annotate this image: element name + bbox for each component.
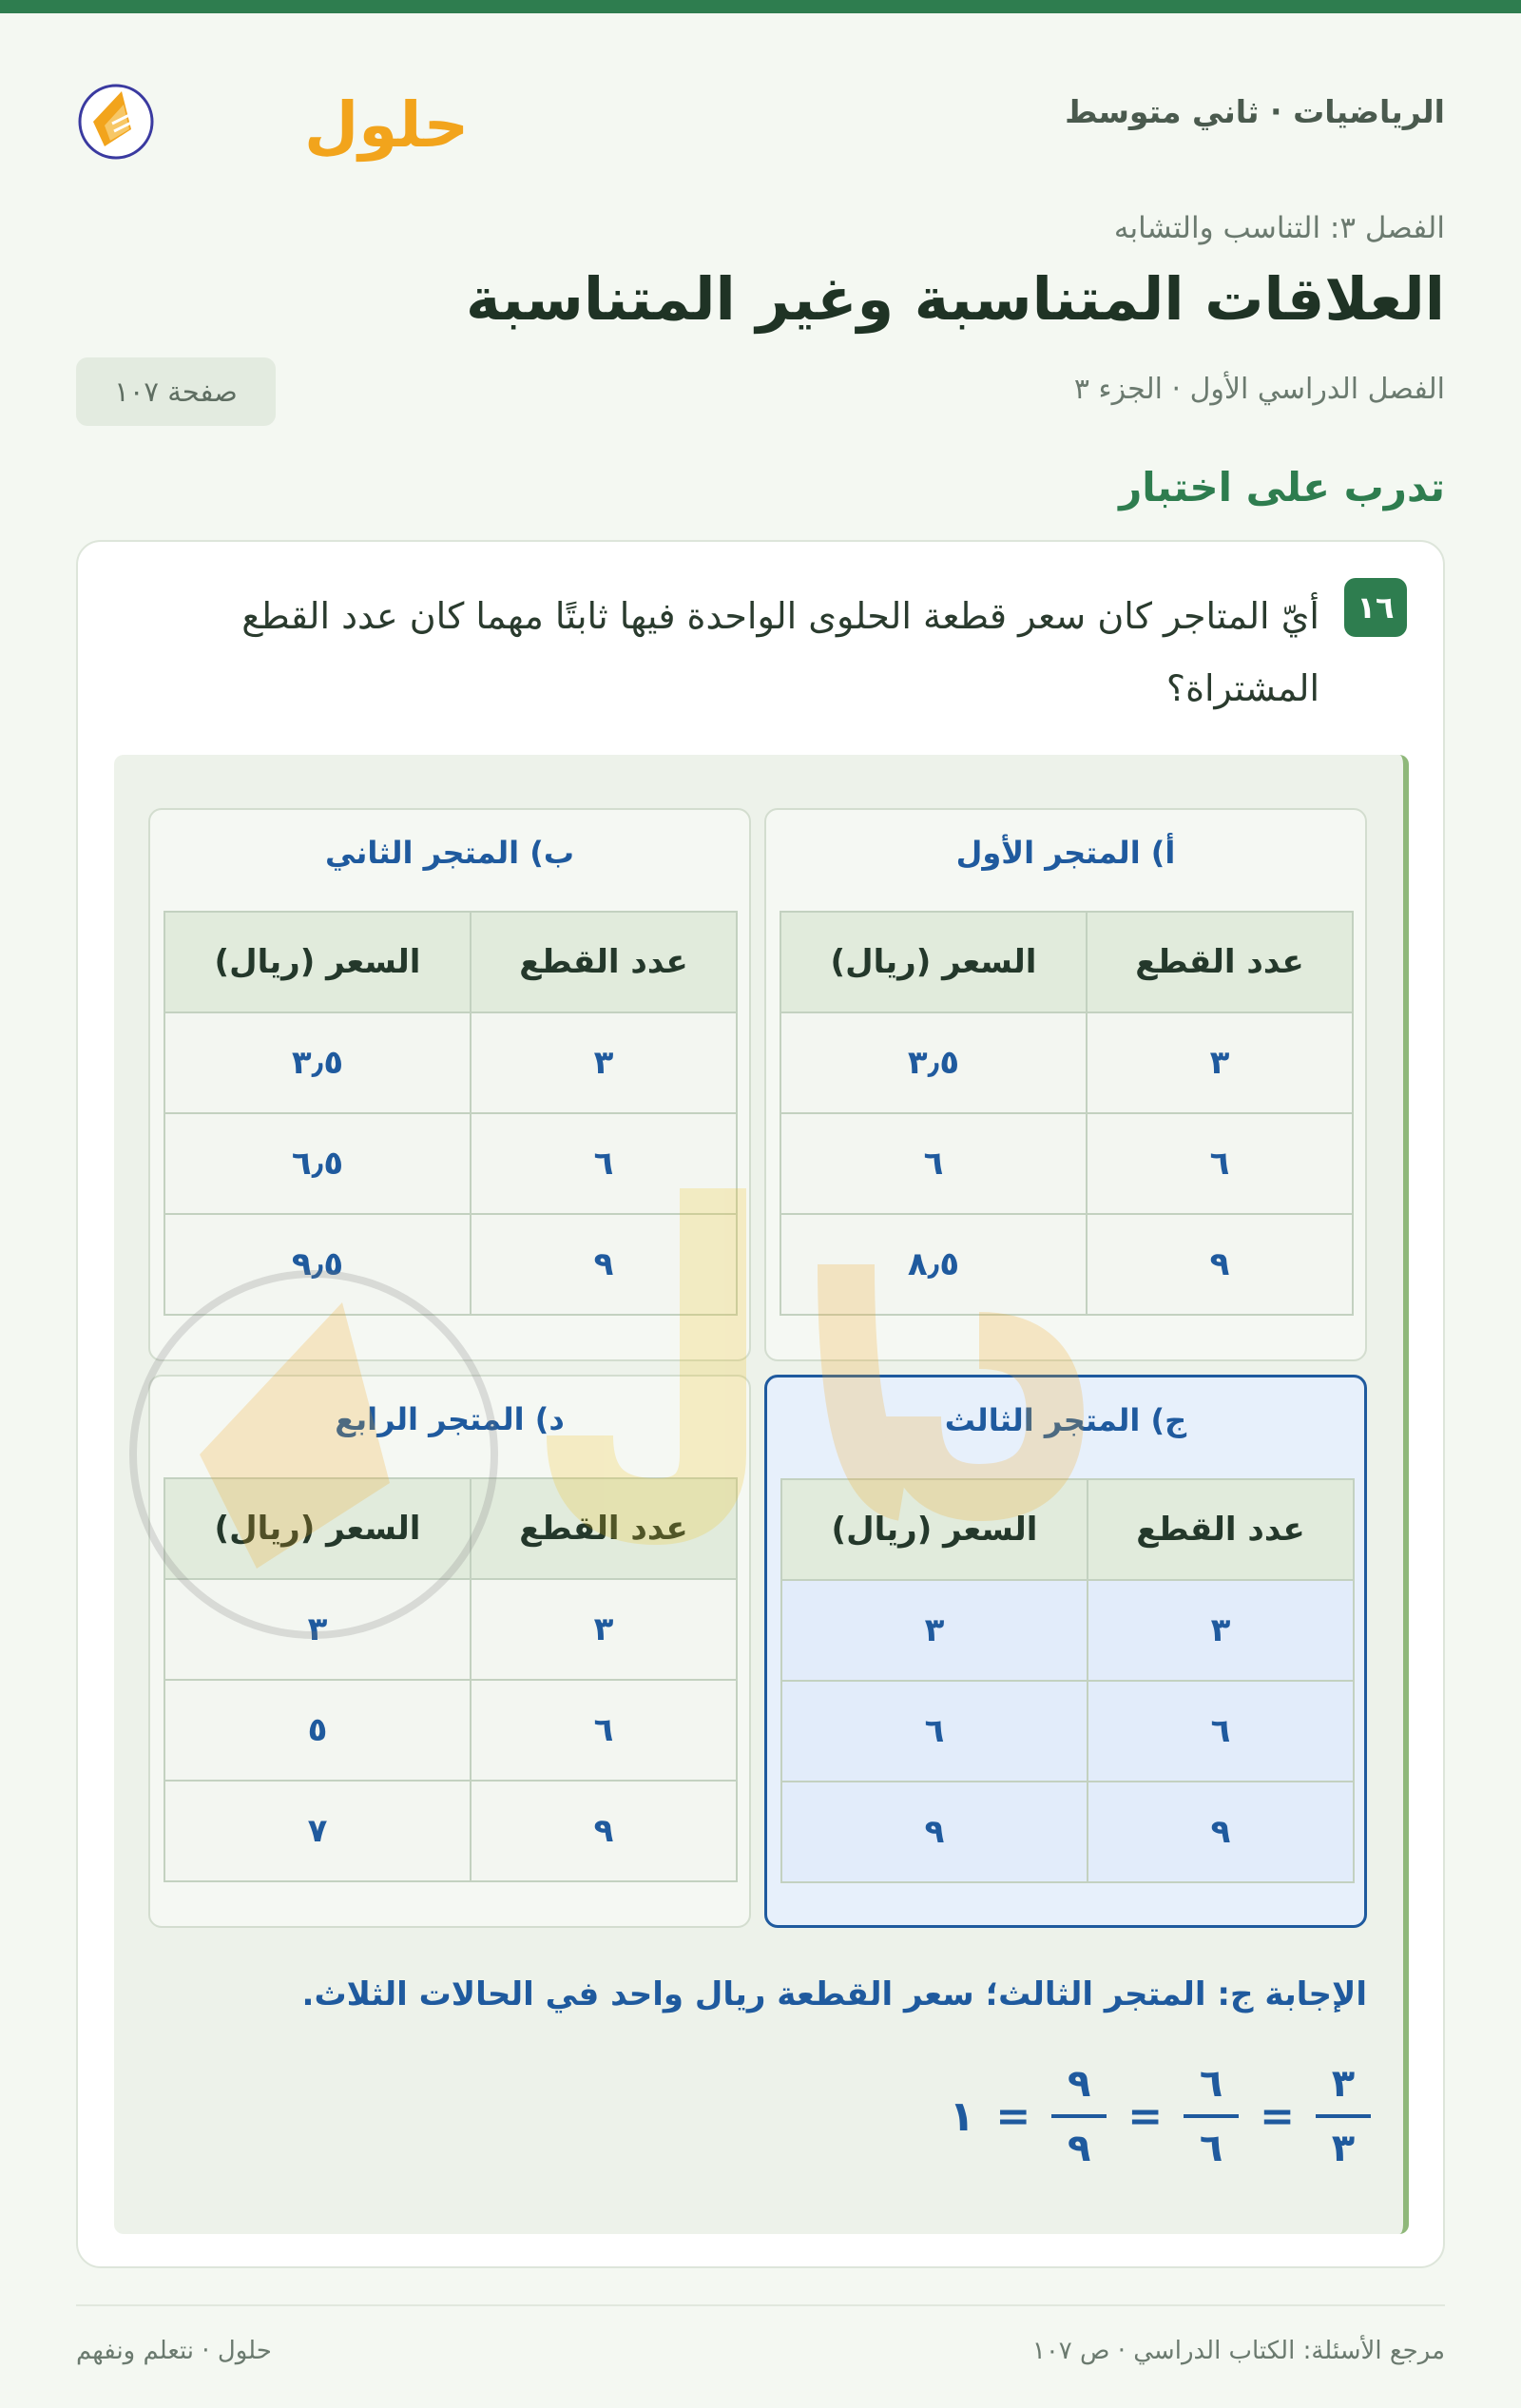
table-row — [164, 1113, 737, 1214]
lesson-title: العلاقات المتناسبة وغير المتناسبة — [465, 264, 1445, 334]
table-row — [780, 1214, 1353, 1315]
cell-count: ٩ — [471, 1781, 737, 1881]
chapter-label: الفصل ٣: التناسب والتشابه — [1113, 211, 1445, 245]
fraction-denominator: ٣ — [1331, 2127, 1356, 2170]
fraction-bar — [1316, 2114, 1371, 2118]
option-b-card[interactable] — [148, 808, 751, 1361]
subject-label: الرياضيات · ثاني متوسط — [1065, 93, 1445, 130]
option-table — [780, 911, 1354, 1316]
cell-count: ٦ — [1087, 1113, 1353, 1214]
option-d-card[interactable] — [148, 1375, 751, 1928]
fraction-numerator: ٩ — [1068, 2062, 1091, 2106]
header-price: السعر (ريال) — [164, 1478, 471, 1579]
cell-price: ٣ — [781, 1580, 1088, 1681]
fraction-equation — [950, 2050, 1371, 2183]
cell-price: ٥ — [164, 1680, 471, 1781]
header-count: عدد القطع — [471, 912, 737, 1012]
equation-result: ١ — [949, 2091, 975, 2141]
header-count: عدد القطع — [1088, 1479, 1354, 1580]
fraction-denominator: ٩ — [1068, 2127, 1091, 2170]
question-card — [76, 540, 1445, 2268]
option-a-card[interactable] — [764, 808, 1367, 1361]
hulul-logo[interactable] — [76, 67, 470, 171]
cell-price: ٦ — [781, 1681, 1088, 1782]
cell-count: ٣ — [1087, 1012, 1353, 1113]
header-price: السعر (ريال) — [164, 912, 471, 1012]
fraction-bar — [1051, 2114, 1107, 2118]
section-title: تدرب على اختبار — [1119, 464, 1445, 510]
answer-statement: الإجابة ج: المتجر الثالث؛ سعر القطعة ريال واحد في الحالات الثلاث. — [301, 1975, 1367, 2013]
table-row — [164, 1680, 737, 1781]
option-c-card-correct[interactable] — [764, 1375, 1367, 1928]
cell-price: ٨٫٥ — [780, 1214, 1087, 1315]
header-price: السعر (ريال) — [780, 912, 1087, 1012]
fraction-denominator: ٦ — [1199, 2127, 1223, 2170]
fraction — [1184, 2057, 1239, 2175]
cell-price: ٦٫٥ — [164, 1113, 471, 1214]
cell-price: ٧ — [164, 1781, 471, 1881]
equals-sign: = — [1127, 2091, 1164, 2141]
cell-price: ٣٫٥ — [164, 1012, 471, 1113]
equals-sign: = — [1260, 2091, 1295, 2141]
table-row — [780, 1113, 1353, 1214]
fraction — [1051, 2057, 1107, 2175]
cell-count: ٣ — [1088, 1580, 1354, 1681]
cell-price: ٦ — [780, 1113, 1087, 1214]
fraction-numerator: ٣ — [1331, 2062, 1356, 2106]
option-table — [164, 911, 738, 1316]
top-accent-bar — [0, 0, 1521, 13]
table-row — [781, 1681, 1354, 1782]
table-row — [164, 1012, 737, 1113]
table-row — [781, 1580, 1354, 1681]
fraction-bar — [1184, 2114, 1239, 2118]
equals-sign: = — [995, 2091, 1031, 2141]
option-title: ب) المتجر الثاني — [325, 835, 574, 871]
question-text: أيّ المتاجر كان سعر قطعة الحلوى الواحدة فيها ثابتًا مهما كان عدد القطع المشتراة؟ — [241, 595, 1319, 709]
footer-source: مرجع الأسئلة: الكتاب الدراسي · ص ١٠٧ — [1031, 2337, 1445, 2365]
table-row — [781, 1782, 1354, 1882]
cell-price: ٩٫٥ — [164, 1214, 471, 1315]
page-header — [76, 57, 1445, 181]
cell-price: ٩ — [781, 1782, 1088, 1882]
option-table — [780, 1478, 1355, 1883]
fraction-numerator: ٦ — [1199, 2062, 1223, 2106]
option-title: أ) المتجر الأول — [955, 835, 1176, 871]
cell-price: ٣٫٥ — [780, 1012, 1087, 1113]
table-row — [164, 1579, 737, 1680]
cell-count: ٣ — [471, 1012, 737, 1113]
header-count: عدد القطع — [1087, 912, 1353, 1012]
cell-count: ٦ — [471, 1680, 737, 1781]
option-title: د) المتجر الرابع — [335, 1401, 565, 1437]
option-table — [164, 1477, 738, 1882]
cell-count: ٦ — [1088, 1681, 1354, 1782]
cell-count: ٩ — [471, 1214, 737, 1315]
answer-panel — [114, 755, 1409, 2234]
cell-count: ٦ — [471, 1113, 737, 1214]
cell-count: ٣ — [471, 1579, 737, 1680]
table-row — [164, 1781, 737, 1881]
footer-divider — [76, 2304, 1445, 2306]
table-row — [780, 1012, 1353, 1113]
footer-brand: حلول · نتعلم ونفهم — [76, 2337, 272, 2365]
logo-wordmark: حلول — [304, 88, 470, 162]
option-title: ج) المتجر الثالث — [944, 1402, 1187, 1438]
header-price: السعر (ريال) — [781, 1479, 1088, 1580]
hulul-logo-icon — [76, 67, 470, 171]
header-count: عدد القطع — [471, 1478, 737, 1579]
cell-count: ٩ — [1088, 1782, 1354, 1882]
page-badge: صفحة ١٠٧ — [76, 357, 276, 426]
semester-label: الفصل الدراسي الأول · الجزء ٣ — [1073, 373, 1445, 406]
question-number-badge: ١٦ — [1344, 578, 1407, 637]
fraction — [1316, 2057, 1371, 2175]
cell-count: ٩ — [1087, 1214, 1353, 1315]
table-row — [164, 1214, 737, 1315]
cell-price: ٣ — [164, 1579, 471, 1680]
